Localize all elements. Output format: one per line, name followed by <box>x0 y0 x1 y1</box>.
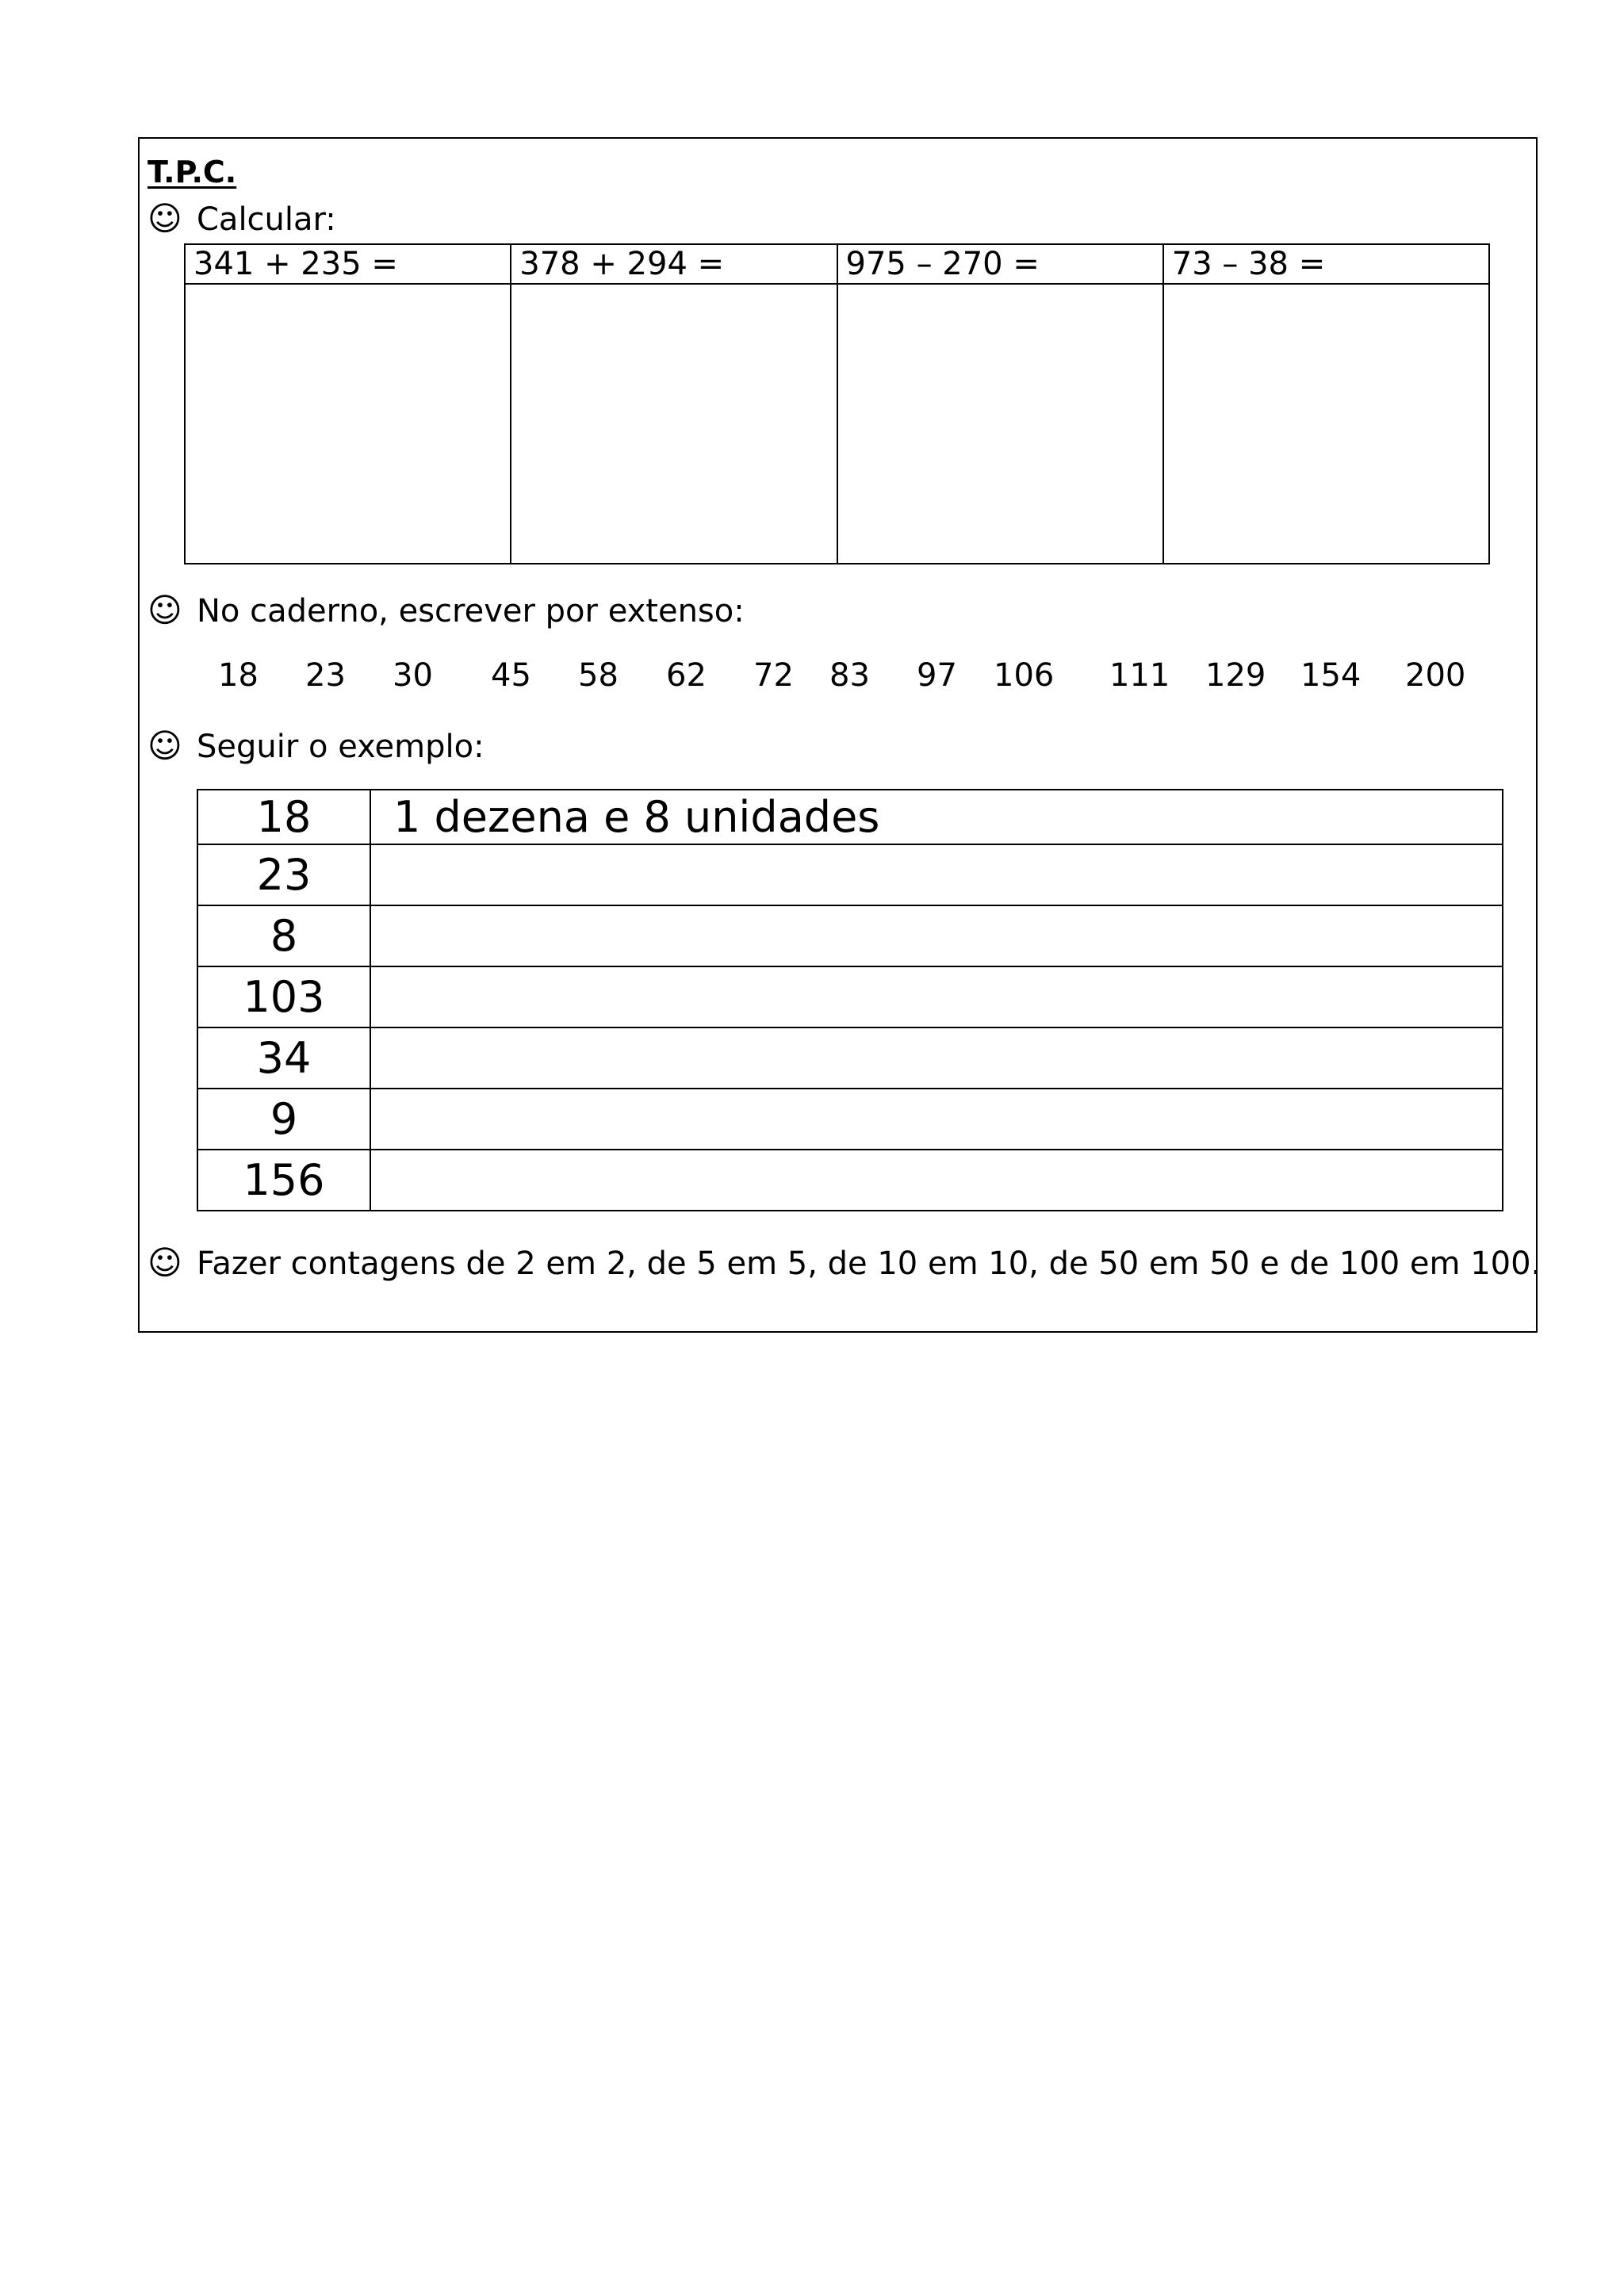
answer-cell[interactable] <box>370 905 1503 966</box>
number-cell: 8 <box>197 905 370 966</box>
answer-cell[interactable] <box>370 844 1503 905</box>
smiley-icon: ☺ <box>147 1243 182 1282</box>
operation-4: 73 – 38 = <box>1163 244 1489 284</box>
number-cell: 34 <box>197 1027 370 1089</box>
smiley-icon: ☺ <box>147 591 182 629</box>
instruction-exemplo <box>147 726 485 765</box>
table-row <box>197 966 1503 1027</box>
table-row <box>197 844 1503 905</box>
work-area-1[interactable] <box>185 284 511 564</box>
table-row <box>197 1027 1503 1089</box>
work-area-2[interactable] <box>511 284 837 564</box>
number-item: 83 <box>829 657 870 694</box>
answer-cell[interactable] <box>370 1150 1503 1211</box>
example-table <box>197 789 1503 1211</box>
instruction-calcular-label: Calcular: <box>197 201 336 238</box>
page-title: T.P.C. <box>147 155 237 189</box>
number-item: 129 <box>1205 657 1266 694</box>
operation-2: 378 + 294 = <box>511 244 837 284</box>
number-cell: 9 <box>197 1089 370 1150</box>
number-item: 23 <box>305 657 346 694</box>
number-item: 58 <box>578 657 619 694</box>
table-row <box>197 1150 1503 1211</box>
operation-3: 975 – 270 = <box>837 244 1163 284</box>
number-item: 45 <box>491 657 531 694</box>
number-item: 62 <box>666 657 707 694</box>
operation-1: 341 + 235 = <box>185 244 511 284</box>
instruction-extenso-label: No caderno, escrever por extenso: <box>197 593 745 629</box>
number-item: 154 <box>1300 657 1362 694</box>
number-cell: 156 <box>197 1150 370 1211</box>
number-cell: 103 <box>197 966 370 1027</box>
number-item: 106 <box>994 657 1055 694</box>
table-row <box>197 905 1503 966</box>
table-row <box>197 1089 1503 1150</box>
number-item: 30 <box>393 657 433 694</box>
instruction-contagens-label: Fazer contagens de 2 em 2, de 5 em 5, de 10 em 10, de 50 em 50 e de 100 em 100. <box>197 1246 1542 1282</box>
work-area-4[interactable] <box>1163 284 1489 564</box>
answer-cell[interactable] <box>370 1089 1503 1150</box>
number-item: 97 <box>917 657 957 694</box>
table-row <box>197 790 1503 844</box>
instruction-calcular <box>147 199 336 238</box>
number-item: 72 <box>753 657 794 694</box>
smiley-icon: ☺ <box>147 726 182 765</box>
answer-cell[interactable] <box>370 966 1503 1027</box>
instruction-contagens <box>147 1243 1542 1282</box>
number-item: 18 <box>218 657 259 694</box>
number-cell: 23 <box>197 844 370 905</box>
number-item: 111 <box>1109 657 1170 694</box>
number-cell: 18 <box>197 790 370 844</box>
instruction-exemplo-label: Seguir o exemplo: <box>197 729 485 765</box>
answer-cell[interactable] <box>370 1027 1503 1089</box>
work-area-3[interactable] <box>837 284 1163 564</box>
answer-cell: 1 dezena e 8 unidades <box>370 790 1503 844</box>
instruction-extenso <box>147 591 745 629</box>
number-item: 200 <box>1405 657 1466 694</box>
smiley-icon: ☺ <box>147 199 182 238</box>
calculation-table <box>184 243 1490 564</box>
